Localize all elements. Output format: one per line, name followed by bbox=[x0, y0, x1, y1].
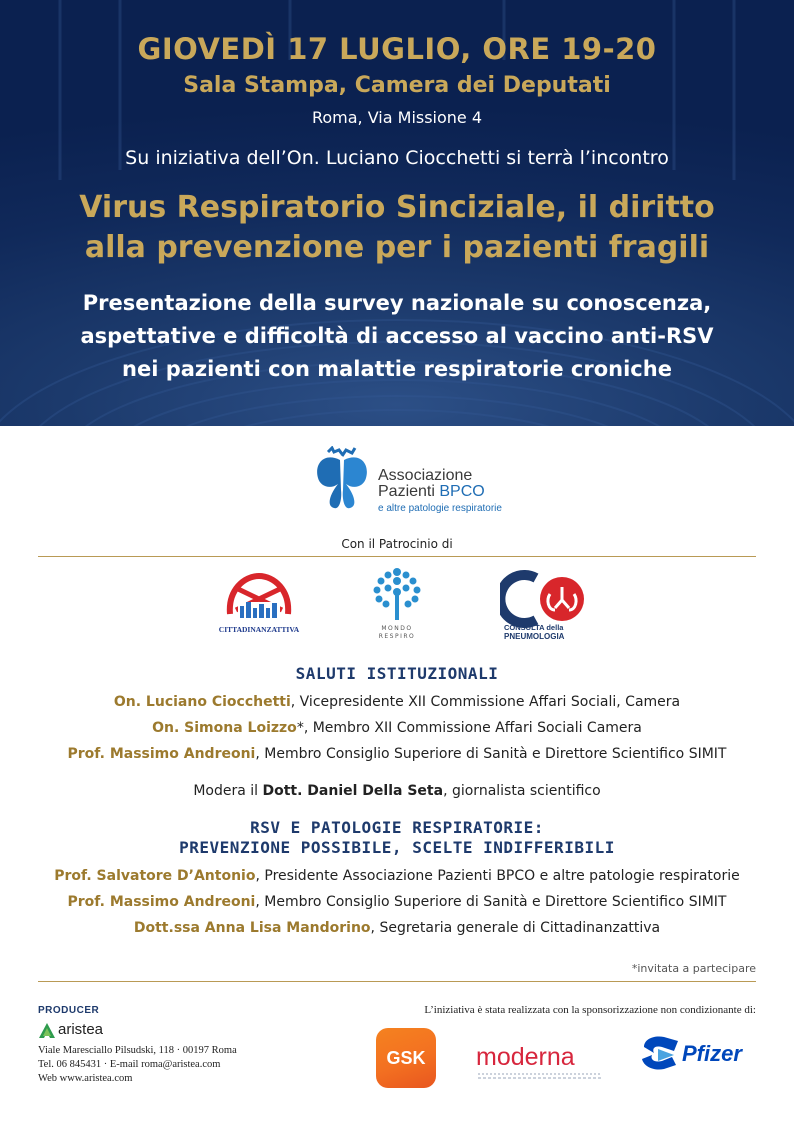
organizer-name-bpco: BPCO bbox=[439, 483, 485, 500]
section-title-saluti: SALUTI ISTITUZIONALI bbox=[295, 664, 499, 683]
organizer-name-line-2 bbox=[378, 484, 485, 500]
section-title-rsv bbox=[0, 818, 794, 858]
cittadinanzattiva-logo bbox=[218, 568, 300, 640]
moderator-prefix: Modera il bbox=[193, 783, 263, 799]
divider bbox=[38, 981, 756, 982]
event-subtitle-line-3: nei pazienti con malattie respiratorie croniche bbox=[122, 357, 672, 381]
moderna-underline-decoration bbox=[478, 1072, 602, 1080]
speaker-name: Prof. Massimo Andreoni bbox=[67, 746, 256, 762]
moderator-line bbox=[0, 783, 794, 799]
organizer-name-line-1: Associazione bbox=[378, 467, 473, 484]
event-title-line-1: Virus Respiratorio Sinciziale, il diritto bbox=[79, 190, 715, 225]
event-subtitle-line-1: Presentazione della survey nazionale su conoscenza, bbox=[82, 291, 712, 315]
speaker-line bbox=[0, 920, 794, 936]
gsk-logo: GSK bbox=[376, 1028, 436, 1088]
speaker-line bbox=[0, 694, 794, 710]
speaker-role: , Vicepresidente XII Commissione Affari Sociali, Camera bbox=[290, 694, 681, 710]
event-subtitle bbox=[0, 287, 794, 386]
event-title-line-2: alla prevenzione per i pazienti fragili bbox=[84, 230, 710, 265]
event-venue: Sala Stampa, Camera dei Deputati bbox=[183, 73, 611, 98]
moderator-role: , giornalista scientifico bbox=[443, 783, 601, 799]
producer-label: PRODUCER bbox=[38, 1005, 100, 1016]
organizer-name-pazienti: Pazienti bbox=[378, 483, 440, 500]
mondo-text: MONDO bbox=[381, 625, 413, 632]
moderator-name: Dott. Daniel Della Seta bbox=[262, 783, 444, 799]
producer-info bbox=[38, 1044, 237, 1086]
speaker-role: *, Membro XII Commissione Affari Sociali Camera bbox=[296, 720, 642, 736]
organizer-tagline: e altre patologie respiratorie bbox=[378, 503, 502, 514]
section-title-rsv-line-1: RSV E PATOLOGIE RESPIRATORIE: bbox=[250, 818, 544, 837]
section-title-rsv-line-2: PREVENZIONE POSSIBILE, SCELTE INDIFFERIBILI bbox=[179, 838, 615, 857]
pneumologia-text: PNEUMOLOGIA bbox=[504, 632, 565, 641]
respiro-text: RESPIRO bbox=[378, 633, 416, 640]
pfizer-logo: Pfizer bbox=[682, 1041, 742, 1066]
sponsor-note: L’iniziativa è stata realizzata con la sponsorizzazione non condizionante di: bbox=[424, 1004, 756, 1016]
moderna-logo: moderna bbox=[476, 1043, 575, 1071]
speaker-name: Prof. Massimo Andreoni bbox=[67, 894, 256, 910]
footnote: *invitata a partecipare bbox=[631, 962, 756, 975]
cittadinanzattiva-text: CITTADINANZATTIVA bbox=[218, 625, 300, 634]
mondo-respiro-logo bbox=[368, 566, 426, 642]
speaker-role: , Membro Consiglio Superiore di Sanità e Direttore Scientifico SIMIT bbox=[255, 894, 727, 910]
speaker-line bbox=[0, 746, 794, 762]
producer-web: Web www.aristea.com bbox=[38, 1073, 133, 1084]
speaker-name: On. Luciano Ciocchetti bbox=[113, 694, 291, 710]
consulta-pneumologia-logo bbox=[500, 570, 592, 642]
divider bbox=[38, 556, 756, 557]
speaker-name: Dott.ssa Anna Lisa Mandorino bbox=[133, 920, 371, 936]
producer-contacts: Tel. 06 845431 · E-mail roma@aristea.com bbox=[38, 1059, 221, 1070]
speaker-role: , Segretaria generale di Cittadinanzattiva bbox=[370, 920, 661, 936]
aristea-logo bbox=[38, 1020, 158, 1042]
speaker-line bbox=[0, 894, 794, 910]
speaker-role: , Membro Consiglio Superiore di Sanità e Direttore Scientifico SIMIT bbox=[255, 746, 727, 762]
aristea-icon bbox=[38, 1022, 56, 1040]
event-address: Roma, Via Missione 4 bbox=[311, 108, 483, 127]
speaker-name: On. Simona Loizzo bbox=[152, 720, 297, 736]
aristea-name: aristea bbox=[58, 1021, 104, 1038]
speaker-role: , Presidente Associazione Pazienti BPCO e altre patologie respiratorie bbox=[255, 868, 740, 884]
event-date-time: GIOVEDÌ 17 LUGLIO, ORE 19-20 bbox=[137, 32, 657, 66]
hero-banner bbox=[0, 0, 794, 426]
speaker-line bbox=[0, 868, 794, 884]
event-title bbox=[0, 188, 794, 268]
producer-address: Viale Maresciallo Pilsudski, 118 · 00197 Roma bbox=[38, 1045, 237, 1056]
event-subtitle-line-2: aspettative e difficoltà di accesso al vaccino anti-RSV bbox=[80, 324, 714, 348]
speaker-name: Prof. Salvatore D’Antonio bbox=[54, 868, 256, 884]
organizer-name bbox=[378, 468, 485, 500]
patronage-label: Con il Patrocinio di bbox=[341, 537, 453, 551]
event-intro: Su iniziativa dell’On. Luciano Ciocchetti si terrà l’incontro bbox=[125, 147, 669, 169]
organizer-logo bbox=[312, 446, 512, 518]
consulta-text: CONSULTA della bbox=[504, 623, 564, 632]
butterfly-icon bbox=[312, 446, 372, 516]
speaker-line bbox=[0, 720, 794, 736]
